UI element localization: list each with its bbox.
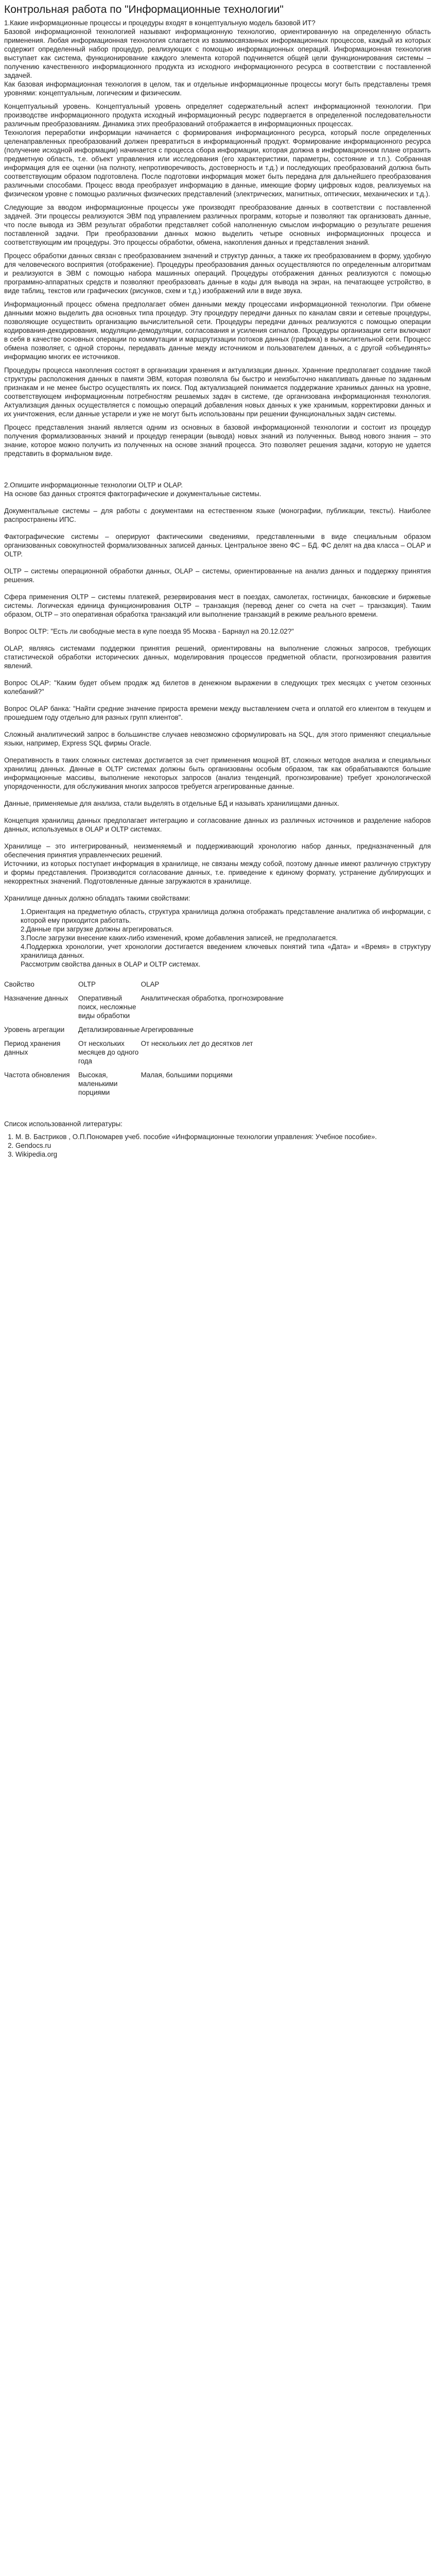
table-cell: Частота обновления — [4, 1071, 70, 1079]
table-header-row — [4, 980, 327, 989]
list-item: 3. Wikipedia.org — [15, 1150, 431, 1159]
q1-paragraph-7: Информационный процесс обмена предполагает обмен данными между процессами информационной технологии. При обмене данными можно выделить два основных типа процедур. Эту процедуру передачи данных по каналам связи и сетевые процедуры, позволяющие осуществить организацию вычислительной сети. Процедуры передачи данных реализуются с помощью операции кодирования-декодирования, модуляции-демодуляции, согласования и усиления сигналов. Процедуры организации сети включают в себя в качестве основных операции по коммутации и маршрутизации потоков данных (графика) в вычислительной сети. Процесс обмена позволяет, с одной стороны, передавать данные между источником и пользователем данных, а с другой «объединять» информацию многих ее источников. — [4, 300, 431, 361]
comparison-table — [4, 980, 327, 1097]
table-cell: Уровень агрегации — [4, 1026, 65, 1033]
property-item: 4.Поддержка хронологии, учет хронологии достигается введением ключевых понятий типа «Дата» и «Время» в структуру хранилища данных. — [21, 943, 431, 959]
table-row — [4, 1039, 327, 1065]
q2-paragraph-10: Оперативность в таких сложных системах достигается за счет применения мощной ВТ, сложных методов анализа и специальных хранилищ данных. Данные в OLTP системах должны быть организованы особым образом, так как обрабатываются большие информационные массивы, выполнение некоторых запросов (анализ тенденций, прогнозирование) требует хронологической упорядоченности, для обслуживания многих запросов требуется агрегированные данные. — [4, 756, 431, 790]
table-header-cell: OLTP — [78, 980, 96, 988]
references-list — [4, 1132, 431, 1159]
q2-paragraph-16: Рассмотрим свойства данных в OLAP и OLTP системах. — [21, 960, 201, 968]
table-cell: Высокая, маленькими порциями — [78, 1071, 118, 1096]
table-cell: От нескольких лет до десятков лет — [141, 1040, 253, 1047]
q1-paragraph-1: Базовой информационной технологией называют информационную технологию, ориентированную на определенную область применения. Любая информационная технология слагается из взаимосвязанных информационных процессов, каждый из которых содержит определенный набор процедур, реализующих с помощью информационных операций. Информационная технология выступает как система, функционирование каждого элемента которой подчиняется общей цели функционирования системы – получению качественного информационного продукта из исходного информационного ресурса в соответствии с поставленной задачей. — [4, 28, 431, 79]
document-page — [0, 0, 436, 1164]
q1-paragraph-2: Как базовая информационная технология в целом, так и отдельные информационные процессы могут быть представлены тремя уровнями: концептуальным, логическим и физическим. — [4, 80, 431, 97]
table-header-cell: Свойство — [4, 980, 34, 988]
property-item: 3.После загрузки внесение каких-либо изменений, кроме добавления записей, не предполагается. — [21, 934, 338, 942]
references-title: Список использованной литературы: — [4, 1120, 123, 1128]
q1-paragraph-8: Процедуры процесса накопления состоят в организации хранения и актуализации данных. Хранение предполагает создание такой структуры расположения данных в памяти ЭВМ, которая позволяла бы быстро и неизбыточно накапливать данные по заданным признакам и не менее быстро осуществлять их поиск. Под актуализацией понимается поддержание хранимых данных на уровне, соответствующем информационным потребностям решаемых задач в системе, где организована информационная технология. Актуализация данных осуществляется с помощью операций добавления новых данных к уже хранимым, корректировки данных и их уничтожения, если данные устарели и уже не могут быть использованы при решении функциональных задач системы. — [4, 366, 431, 418]
q2-paragraph-13: Хранилище – это интегрированный, неизменяемый и поддерживающий хронологию набор данных, предназначенный для обеспечения принятия управленческих решений. — [4, 842, 431, 859]
q2-intro: На основе баз данных строятся фактографические и документальные системы. — [4, 490, 261, 498]
q2-paragraph-1: Документальные системы – для работы с документами на естественном языке (монографии, публикации, тексты). Наиболее распространены ИПС. — [4, 507, 431, 523]
q1-paragraph-6: Процесс обработки данных связан с преобразованием значений и структур данных, а также их преобразованием в форму, удобную для человеческого восприятия (отображение). Процедуры преобразования данных осуществляются по определенным алгоритмам и реализуются в ЭВМ с помощью набора машинных операций. Процедуры отображения данных реализуются с помощью программно-аппаратных средств и позволяют преобразовать данные в коды для вывода на экран, на печатающее устройство, в виде таблиц, текстов или графических (рисунков, схем и т.д.) изображений или в виде звука. — [4, 252, 431, 295]
table-row — [4, 994, 327, 1020]
q2-paragraph-6: OLAP, являясь системами поддержки принятия решений, ориентированы на выполнение сложных запросов, требующих статистической обработки исторических данных, моделирования процессов предметной области, прогнозирования развития явлений. — [4, 645, 431, 670]
q2-paragraph-7: Вопрос OLAP: "Каким будет объем продаж жд билетов в денежном выражении в следующих трех месяцах с учетом сезонных колебаний?" — [4, 679, 431, 696]
q2-paragraph-5: Вопрос OLTP: "Есть ли свободные места в купе поезда 95 Москва - Барнаул на 20.12.02?" — [4, 628, 294, 635]
page-title: Контрольная работа по "Информационные технологии" — [4, 4, 284, 15]
q2-paragraph-3: OLTP – системы операционной обработки данных, OLAP – системы, ориентированные на анализ данных и поддержку принятия решения. — [4, 567, 431, 584]
table-header-cell: OLAP — [141, 980, 160, 988]
q2-paragraph-2: Фактографические системы – оперируют фактическими сведениями, представленными в виде специальным образом организованных совокупностей формализованных записей данных. Центральное звено ФС – БД. ФС делят на два класса – OLAP и OLTP. — [4, 533, 431, 558]
table-row — [4, 1025, 327, 1034]
q1-paragraph-9: Процесс представления знаний является одним из основных в базовой информационной технологии и состоит из процедур получения формализованных знаний и процедур генерации (вывода) новых знаний из полученных. Вывод нового знания – это знание, которое можно получить из полученных на основе знаний процесса. Это позволяет решения задачи, которую не удается представить в формальном виде. — [4, 423, 431, 457]
question-1-heading: 1.Какие информационные процессы и процедуры входят в концептуальную модель базовой ИТ? — [4, 19, 316, 27]
q1-paragraph-4: Технология переработки информации начинается с формирования информационного ресурса, который после определенных целенаправленных преобразований должен превратиться в информационный продукт. Формирование информационного ресурса (получение исходной информации) начинается с процесса сбора информации, которая должна в информационном плане отразить предметную область, т.е. объект управления или исследования (его характеристики, параметры, состояние и т.п.). Собранная информация для ее оценки (на полноту, непротиворечивость, достоверность и т.д.) и последующих преобразований должна быть соответствующим образом подготовлена. После подготовки информация может быть передана для дальнейшего преобразования различными способами. Процесс ввода преобразует информацию в данные, имеющие форму цифровых кодов, реализуемых на физическом уровне с помощью различных физических представлений (электрических, магнитных, оптических, механических и т.д.). — [4, 129, 431, 198]
table-cell: Аналитическая обработка, прогнозирование — [141, 994, 284, 1002]
question-2-heading: 2.Опишите информационные технологии OLTP и OLAP. — [4, 481, 183, 489]
q2-paragraph-11: Данные, применяемые для анализа, стали выделять в отдельные БД и называть хранилищами данных. — [4, 800, 339, 807]
property-item: 2.Данные при загрузке должны агрегироваться. — [21, 925, 173, 933]
q2-paragraph-8: Вопрос OLAP банка: "Найти средние значение прироста времени между выставлением счета и оплатой его клиентом в текущем и прошедшем году отдельно для разных групп клиентов". — [4, 705, 431, 721]
table-cell: Малая, большими порциями — [141, 1071, 233, 1079]
q2-paragraph-14: Источники, из которых поступает информация в хранилище, не связаны между собой, поэтому данные имеют различную структуру и формы представления. Производится согласование данных, т.е. приведение к единому формату, устранение дублирующих и некорректных значений. Подготовленные данные загружаются в хранилище. — [4, 860, 431, 885]
q1-paragraph-3: Концептуальный уровень. Концептуальный уровень определяет содержательный аспект информационной технологии. При производстве информационного продукта исходный информационный ресурс подвергается в определенной последовательности различным преобразованиям. Динамика этих преобразований отображается в информационных процессах. — [4, 103, 431, 128]
table-cell: Детализированные — [78, 1026, 140, 1033]
property-item: 1.Ориентация на предметную область, структура хранилища должна отображать представление аналитика об информации, с которой ему приходится работать. — [21, 908, 431, 924]
q2-paragraph-12: Концепция хранилищ данных предполагает интеграцию и согласование данных из различных источников и разделение наборов данных, используемых в OLAP и OLTP системах. — [4, 817, 431, 833]
table-cell: Оперативный поиск, несложные виды обработки — [78, 994, 136, 1020]
table-row — [4, 1071, 327, 1097]
q2-paragraph-9: Сложный аналитический запрос в большинстве случаев невозможно сформулировать на SQL, для этого применяют специальные языки, например, Express SQL фирмы Oracle. — [4, 731, 431, 747]
table-cell: От нескольких месяцев до одного года — [78, 1040, 139, 1065]
table-cell: Назначение данных — [4, 994, 68, 1002]
q2-paragraph-15: Хранилище данных должно обладать такими свойствами: — [4, 894, 190, 902]
list-item: 1. М. В. Бастриков , О.П.Пономарев учеб. пособие «Информационные технологии управления: Учебное пособие». — [15, 1132, 431, 1141]
table-cell: Период хранения данных — [4, 1040, 61, 1056]
q1-paragraph-5: Следующие за вводом информационные процессы уже производят преобразование данных в соответствии с поставленной задачей. Эти процессы реализуются ЭВМ под управлением различных программ, которые и позволяют так организовать данные, что после вывода из ЭВМ результат обработки представляет собой наполненную смыслом информацию о результате решения поставленной задачи. При преобразовании данных можно выделить четыре основных информационных процесса и соответствующим им процедуры. Это процессы обработки, обмена, накопления данных и представления знаний. — [4, 204, 431, 246]
list-item: 2. Gendocs.ru — [15, 1141, 431, 1150]
table-cell: Агрегированные — [141, 1026, 194, 1033]
q2-paragraph-4: Сфера применения OLTP – системы платежей, резервирования мест в поездах, самолетах, гостиницах, банковские и биржевые системы. Логическая единица функционирования OLTP – транзакция (перевод денег со счета на счет – транзакция). Таким образом, OLTP – это оперативная обработка транзакций или выполнение транзакций в режиме реального времени. — [4, 593, 431, 618]
